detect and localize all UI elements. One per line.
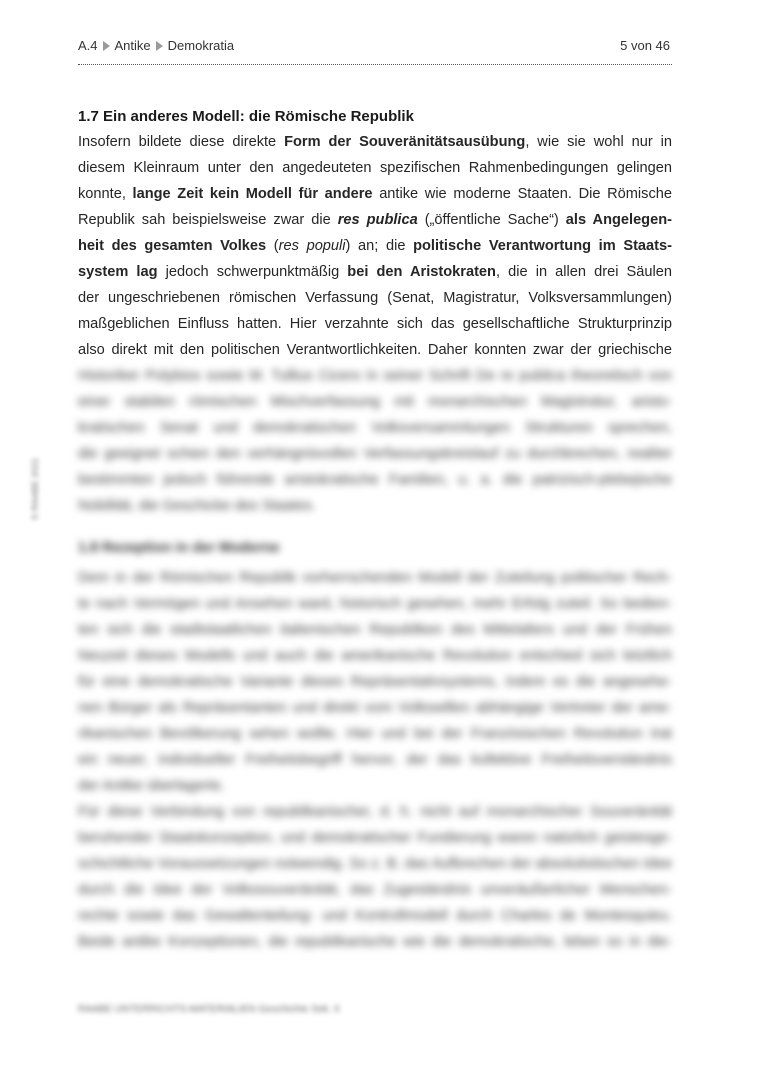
paragraph-reception-blurred	[78, 565, 672, 955]
text-line: Insofern bildete diese direkte Form der Souveränitätsausübung, wie sie wohl nur in	[78, 134, 672, 150]
blurred-text-line: einer stabilen römischen Mischverfassung mit monarchischen Magistratur, aristo-	[78, 394, 672, 410]
section-title-blurred: 1.8 Rezeption in der Moderne	[78, 540, 280, 556]
page-number: 5 von 46	[620, 38, 670, 53]
text-line: der ungeschriebenen römischen Verfassung (Senat, Magistratur, Volksversammlungen)	[78, 290, 672, 306]
blurred-text-line: ten sich die stadtstaatlichen italienischen Republiken des Mittelalters und der Frühen	[78, 622, 672, 638]
blurred-text-line: schichtliche Voraussetzungen notwendig. So z. B. das Aufbrechen der absolutistischen Idee	[78, 856, 672, 872]
blurred-text-line: Beide antike Konzeptionen, die republikanische wie die demokratische, leben so in die-	[78, 934, 672, 950]
blurred-text-line: ein neuer, individueller Freiheitsbegriff hervor, der das kollektive Freiheitsverständnis	[78, 752, 672, 768]
blurred-text-line: durch die Idee der Volkssouveränität, das Zugeständnis unveräußerlicher Menschen-	[78, 882, 672, 898]
triangle-right-icon	[156, 41, 163, 51]
breadcrumb-item-topic: Demokratia	[167, 38, 235, 53]
page-footer: RAABE UNTERRICHTS-MATERIALIEN Geschichte Sek. II	[78, 1004, 340, 1015]
blurred-text-line: Historiker Polybios sowie M. Tullius Cicero in seiner Schrift De re publica theoretisch von	[78, 368, 672, 384]
triangle-right-icon	[103, 41, 110, 51]
text-line: heit des gesamten Volkes (res populi) an; die politische Verantwortung im Staats-	[78, 238, 673, 254]
blurred-text-line: der Antike überlagerte.	[78, 778, 225, 794]
blurred-text-line: für eine demokratische Variante dieses Repräsentativsystems, indem es die angesehe-	[78, 674, 672, 690]
blurred-text-line: Dem in der Römischen Republik vorherrschenden Modell der Zuteilung politischer Rech-	[78, 570, 672, 586]
text-line: system lag jedoch schwerpunktmäßig bei den Aristokraten, die in allen drei Säulen	[78, 264, 672, 280]
text-line: Republik sah beispielsweise zwar die res publica („öffentliche Sache“) als Angelegen-	[78, 212, 672, 228]
blurred-text-line: te nach Vermögen und Ansehen ward, historisch gesehen, mehr Erfolg zuteil. So bedien-	[78, 596, 672, 612]
page-header	[78, 36, 672, 65]
blurred-text-line: rikanischen Bevölkerung sehen wollte. Hier und bei der Französischen Revolution trat	[78, 726, 672, 742]
section-title: 1.7 Ein anderes Modell: die Römische Republik	[78, 108, 414, 125]
blurred-text-line: beruhender Staatskonzeption, und demokratischer Fundierung waren natürlich geistesge-	[78, 830, 672, 846]
breadcrumb-item-section: A.4	[78, 38, 98, 53]
text-line: maßgeblichen Einfluss hatten. Hier verzahnte sich das gesellschaftliche Strukturprinzip	[78, 316, 672, 332]
paragraph-roman-republic	[78, 129, 672, 363]
blurred-text-line: die geeignet schien den verhängnisvollen Verfassungskreislauf zu durchbrechen, realiter	[78, 446, 672, 462]
breadcrumb	[78, 38, 234, 53]
blurred-text-line: bestimmten jedoch führende aristokratische Familien, u. a. die patrizisch-plebejische	[78, 472, 672, 488]
blurred-text-line: Für diese Verbindung von republikanischer, d. h. nicht auf monarchischer Souveränität	[78, 804, 672, 820]
text-line: diesem Kleinraum unter den angedeuteten spezifischen Rahmenbedingungen gelingen	[78, 160, 672, 176]
breadcrumb-item-epoch: Antike	[114, 38, 151, 53]
blurred-text-line: Neuzeit dieses Modells und auch die amerikanische Revolution entschied sich letztlich	[78, 648, 672, 664]
blurred-text-line: kratischen Senat und demokratischen Volksversammlungen Strukturen sprechen,	[78, 420, 672, 436]
blurred-text-line: nen Bürger als Repräsentanten und direkt vom Volkswillen abhängige Vertreter der ame-	[78, 700, 672, 716]
copyright-sidemark: © RAABE 2021	[30, 457, 40, 520]
text-line: also direkt mit den politischen Verantwortlichkeiten. Daher konnten zwar der griechische	[78, 342, 672, 358]
blurred-text-line: Nobilität, die Geschicke des Staates.	[78, 498, 316, 514]
paragraph-blurred-continuation	[78, 363, 672, 519]
text-line: konnte, lange Zeit kein Modell für andere antike wie moderne Staaten. Die Römische	[78, 186, 672, 202]
blurred-text-line: rechte sowie das Gewaltenteilung- und Kontrollmodell durch Charles de Montesquieu.	[78, 908, 672, 924]
